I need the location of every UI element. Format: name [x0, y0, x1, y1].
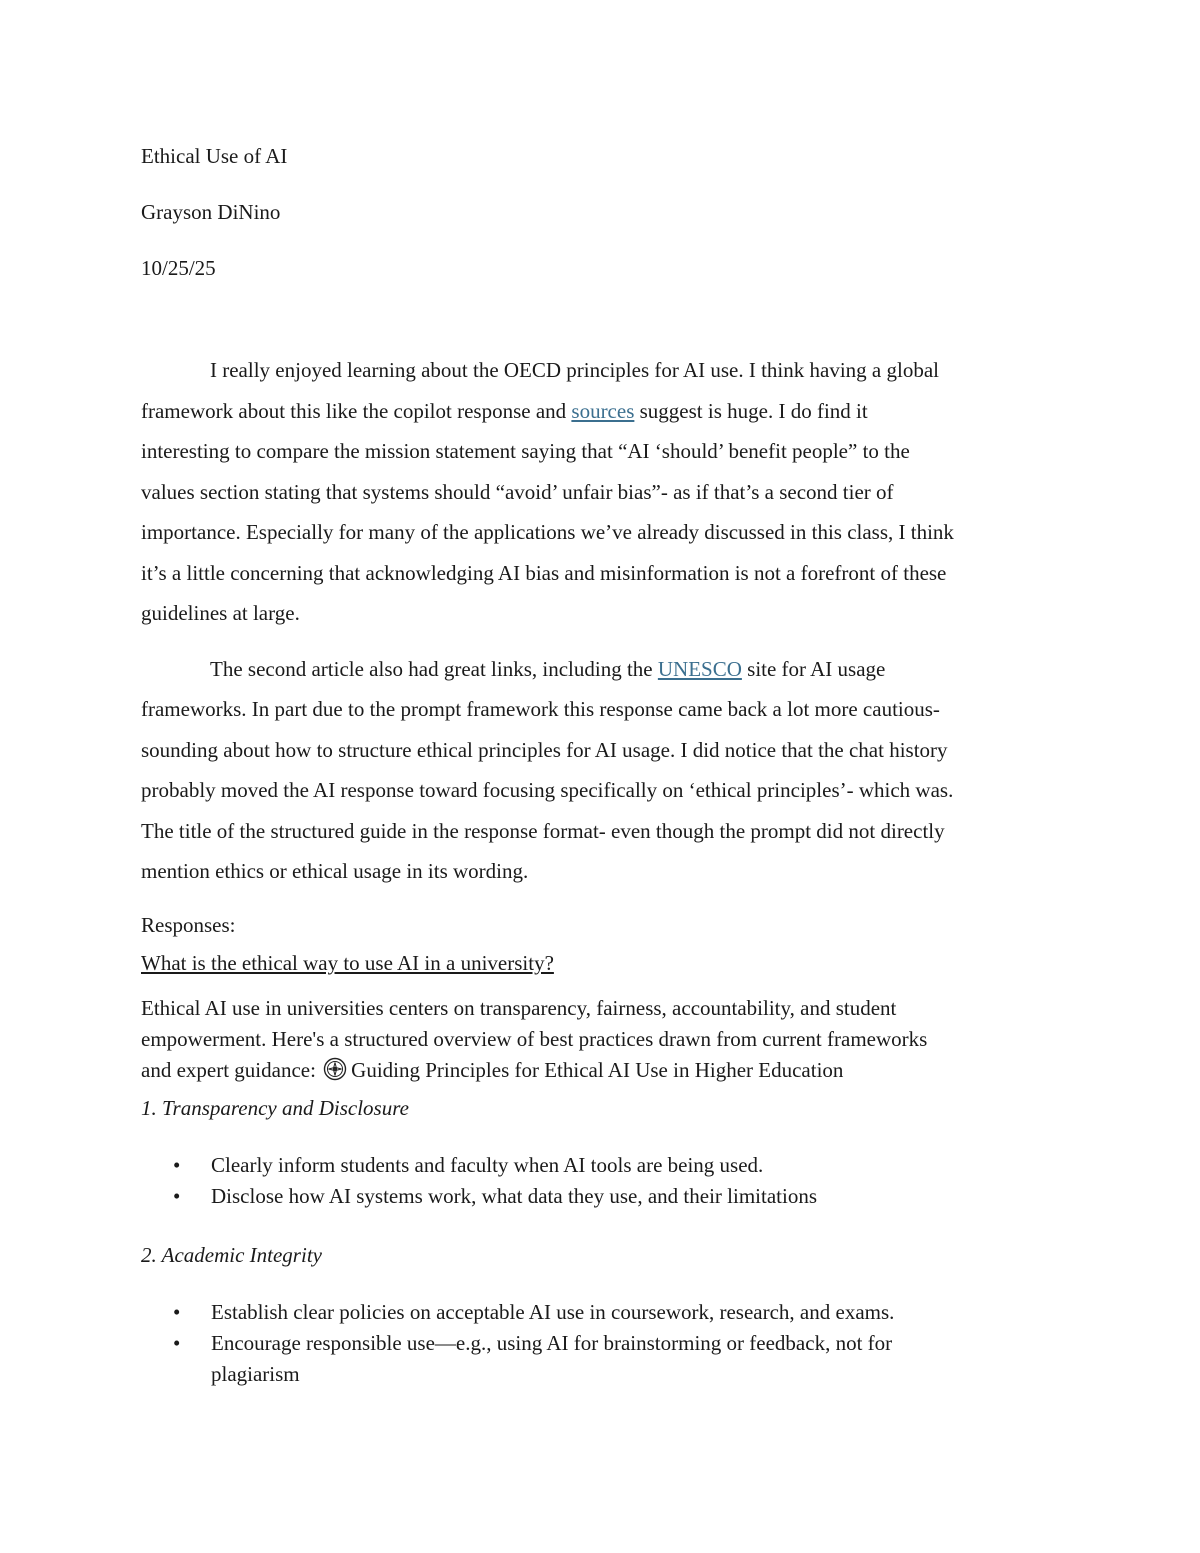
paragraph-text: The second article also had great links, including the — [210, 656, 658, 681]
responses-label: Responses: — [141, 912, 236, 937]
list-item-text: Encourage responsible use—e.g., using AI for brainstorming or feedback, not for — [211, 1330, 893, 1355]
list-item-text: Clearly inform students and faculty when AI tools are being used. — [211, 1152, 764, 1177]
bullet-icon: • — [173, 1330, 181, 1355]
answer-line — [141, 1055, 1061, 1086]
paragraph-text: site for AI usage — [741, 656, 886, 681]
paragraph-line: probably moved the AI response toward focusing specifically on ‘ethical principles’- which was. — [141, 778, 954, 802]
list-item-text: Establish clear policies on acceptable AI use in coursework, research, and exams. — [211, 1299, 895, 1324]
paragraph-line: guidelines at large. — [141, 601, 300, 625]
document-title: Ethical Use of AI — [141, 144, 288, 168]
compass-icon — [323, 1057, 347, 1081]
paragraph-line: interesting to compare the mission statement saying that “AI ‘should’ benefit people” to the — [141, 439, 910, 463]
list-item-text: Disclose how AI systems work, what data they use, and their limitations — [211, 1183, 817, 1208]
section-heading-transparency: 1. Transparency and Disclosure — [141, 1095, 409, 1120]
paragraph-line: sounding about how to structure ethical principles for AI usage. I did notice that the chat history — [141, 737, 948, 762]
answer-intro — [141, 993, 1061, 1086]
paragraph-text: framework about this like the copilot response and — [141, 398, 572, 423]
bullet-icon: • — [173, 1183, 181, 1208]
answer-line: Ethical AI use in universities centers on transparency, fairness, accountability, and student — [141, 995, 897, 1020]
paragraph-line: The title of the structured guide in the response format- even though the prompt did not directly — [141, 818, 945, 843]
list-item — [173, 1150, 1061, 1181]
paragraph-line: importance. Especially for many of the applications we’ve already discussed in this class, I think — [141, 520, 954, 544]
question-heading: What is the ethical way to use AI in a university? — [141, 950, 554, 975]
list-item — [173, 1297, 1061, 1328]
document-page — [141, 140, 1061, 1390]
paragraph-line: mention ethics or ethical usage in its wording. — [141, 859, 529, 883]
sources-link[interactable]: sources — [571, 398, 635, 423]
bullet-icon: • — [173, 1299, 181, 1324]
section-heading-integrity: 2. Academic Integrity — [141, 1242, 322, 1267]
paragraph-line — [141, 649, 1061, 690]
bullet-icon: • — [173, 1152, 181, 1177]
list-item-text: plagiarism — [211, 1361, 300, 1386]
paragraph-line: values section stating that systems should “avoid’ unfair bias”- as if that’s a second tier of — [141, 479, 894, 504]
list-item — [173, 1328, 1061, 1390]
paragraph-line: it’s a little concerning that acknowledging AI bias and misinformation is not a forefront of these — [141, 560, 947, 585]
unesco-link[interactable]: UNESCO — [657, 656, 742, 681]
paragraph-text: suggest is huge. I do find it — [634, 398, 868, 423]
paragraph-line: I really enjoyed learning about the OECD principles for AI use. I think having a global — [210, 358, 939, 382]
answer-line: empowerment. Here's a structured overview of best practices drawn from current frameworks — [141, 1026, 928, 1051]
bullet-list-transparency — [141, 1150, 1061, 1212]
list-item — [173, 1181, 1061, 1212]
paragraph-unesco — [141, 649, 1061, 892]
paragraph-line — [141, 391, 1061, 432]
answer-text: Guiding Principles for Ethical AI Use in Higher Education — [351, 1057, 844, 1082]
paragraph-oecd — [141, 350, 1061, 634]
document-date: 10/25/25 — [141, 256, 216, 280]
paragraph-line: frameworks. In part due to the prompt framework this response came back a lot more cautious- — [141, 697, 940, 721]
bullet-list-integrity — [141, 1297, 1061, 1390]
answer-text: and expert guidance: — [141, 1057, 322, 1082]
author-name: Grayson DiNino — [141, 200, 281, 224]
